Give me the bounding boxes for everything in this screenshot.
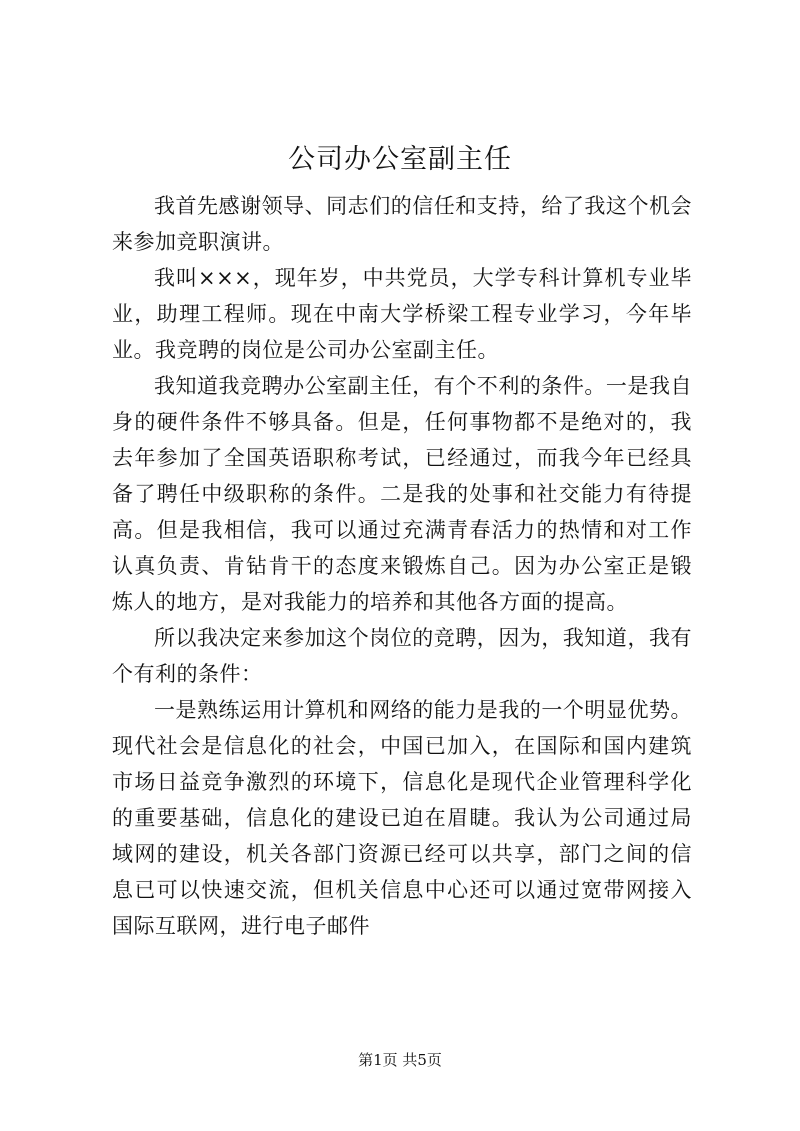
document-body xyxy=(112,188,692,944)
paragraph-decision: 所以我决定来参加这个岗位的竞聘，因为，我知道，我有个有利的条件： xyxy=(112,626,692,686)
paragraph-gratitude: 我首先感谢领导、同志们的信任和支持，给了我这个机会来参加竞职演讲。 xyxy=(112,194,692,254)
document-title: 公司办公室副主任 xyxy=(288,144,512,175)
paragraph-disadvantages: 我知道我竞聘办公室副主任，有个不利的条件。一是我自身的硬件条件不够具备。但是，任何事物都不是绝对的，我去年参加了全国英语职称考试，已经通过，而我今年已经具备了聘任中级职称的条件。二是我的处事和社交能力有待提高。但是我相信，我可以通过充满青春活力的热情和对工作认真负责、肯钻肯干的态度来锻炼自己。因为办公室正是锻炼人的地方，是对我能力的培养和其他各方面的提高。 xyxy=(112,374,692,614)
paragraph-advantage-one: 一是熟练运用计算机和网络的能力是我的一个明显优势。现代社会是信息化的社会，中国已加入，在国际和国内建筑市场日益竞争激烈的环境下，信息化是现代企业管理科学化的重要基础，信息化的建设已迫在眉睫。我认为公司通过局域网的建设，机关各部门资源已经可以共享，部门之间的信息已可以快速交流，但机关信息中心还可以通过宽带网接入国际互联网，进行电子邮件 xyxy=(112,698,692,938)
paragraph-self-introduction: 我叫×××，现年岁，中共党员，大学专科计算机专业毕业，助理工程师。现在中南大学桥梁工程专业学习，今年毕业。我竞聘的岗位是公司办公室副主任。 xyxy=(112,266,692,362)
page-number-footer: 第1页 共5页 xyxy=(358,1051,442,1069)
